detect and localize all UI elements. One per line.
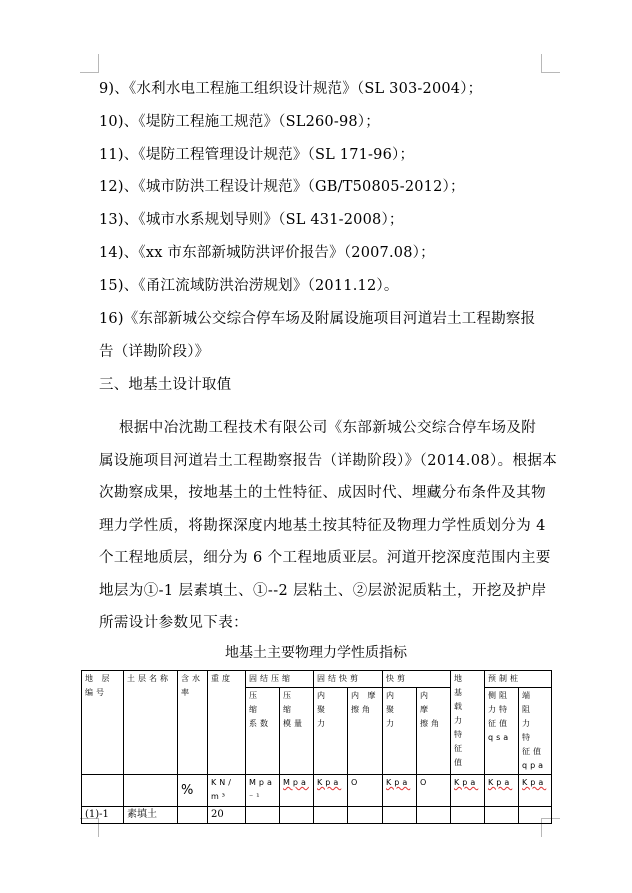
header-cohesion: 内 聚 力	[314, 688, 348, 775]
body-paragraph	[99, 412, 558, 640]
header-compression-modulus: 压 缩 模量	[280, 688, 314, 775]
header-end-resistance: 端 阻 力 特 征值 qpa	[519, 688, 552, 775]
header-precast-pile: 预制桩	[485, 671, 552, 688]
row-cell	[417, 807, 451, 824]
table-row	[82, 807, 552, 824]
reference-item: 9)、《水利水电工程施工组织设计规范》（SL 303-2004）；	[99, 81, 483, 97]
row-layer-no: (1)-1	[82, 807, 124, 824]
unit-friction-angle: O	[417, 775, 451, 807]
row-cell	[383, 807, 417, 824]
reference-item: 14)、《xx 市东部新城防洪评价报告》（2007.08）；	[99, 245, 435, 261]
row-cell	[246, 807, 280, 824]
row-cell	[485, 807, 519, 824]
paragraph-line: 个工程地质层，细分为 6 个工程地质亚层。河道开挖深度范围内主要	[99, 550, 551, 566]
paragraph-line: 根据中冶沈勘工程技术有限公司《东部新城公交综合停车场及附	[119, 420, 537, 436]
header-consolidation-compression: 固结压缩	[246, 671, 314, 688]
header-compression-coefficient: 压 缩 系数	[246, 688, 280, 775]
section-heading: 三、地基土设计取值	[99, 377, 232, 393]
row-soil-name: 素填土	[124, 807, 178, 824]
row-cell	[280, 807, 314, 824]
soil-properties-table	[81, 670, 552, 824]
header-consolidated-quick-shear: 固结快剪	[314, 671, 383, 688]
header-cohesion: 内 聚 力	[383, 688, 417, 775]
header-soil-name: 土层名称	[124, 671, 178, 775]
header-water-content: 含水率	[178, 671, 208, 775]
reference-item: 15)、《甬江流域防洪治涝规划》（2011.12）。	[99, 278, 399, 294]
unit-cell	[82, 775, 124, 807]
row-cell	[314, 807, 348, 824]
header-layer-no: 地 层编号	[82, 671, 124, 775]
row-cell	[451, 807, 485, 824]
crop-mark-top-left	[80, 54, 99, 73]
row-cell	[178, 807, 208, 824]
paragraph-line: 次勘察成果，按地基土的土性特征、成因时代、埋藏分布条件及其物	[99, 485, 546, 501]
reference-item-continued: 告（详勘阶段）》	[99, 344, 210, 360]
header-friction-angle: 内 摩 擦角	[348, 688, 383, 775]
reference-item: 13)、《城市水系规划导则》（SL 431-2008）；	[99, 212, 404, 228]
header-side-friction: 侧阻 力特 征值 qsa	[485, 688, 519, 775]
table-title: 地基土主要物理力学性质指标	[225, 645, 407, 661]
header-bearing-capacity: 地 基 载 力 特 征 值	[451, 671, 485, 775]
row-cell	[519, 807, 552, 824]
reference-item: 11)、《堤防工程管理设计规范》（SL 171-96）；	[99, 147, 415, 163]
crop-mark-top-right	[541, 54, 560, 73]
paragraph-line: 属设施项目河道岩土工程勘察报告（详勘阶段）》（2014.08）。根据本	[99, 452, 558, 469]
paragraph-line: 所需设计参数见下表：	[99, 615, 248, 631]
header-friction-angle: 内 摩 擦角	[417, 688, 451, 775]
header-density: 重度	[208, 671, 246, 775]
unit-friction-angle: O	[348, 775, 383, 807]
unit-side-friction: Kpa	[485, 775, 519, 807]
reference-item: 16)《东部新城公交综合停车场及附属设施项目河道岩土工程勘察报	[99, 311, 536, 327]
row-cell	[348, 807, 383, 824]
unit-density: KN/m³	[208, 775, 246, 807]
unit-compression-modulus: Mpa	[280, 775, 314, 807]
row-density: 20	[208, 807, 246, 824]
unit-cohesion: Kpa	[314, 775, 348, 807]
reference-item: 10)、《堤防工程施工规范》（SL260-98）；	[99, 114, 380, 130]
unit-end-resistance: Kpa	[519, 775, 552, 807]
paragraph-line: 地层为①-1 层素填土、①--2 层粘土、②层淤泥质粘土，开挖及护岸	[99, 582, 547, 599]
paragraph-line: 理力学性质，将勘探深度内地基土按其特征及物理力学性质划分为 4	[99, 517, 546, 534]
unit-bearing-capacity: Kpa	[451, 775, 485, 807]
unit-cell	[124, 775, 178, 807]
header-quick-shear: 快剪	[383, 671, 451, 688]
reference-item: 12)、《城市防洪工程设计规范》（GB/T50805-2012）；	[99, 179, 465, 195]
unit-cohesion: Kpa	[383, 775, 417, 807]
unit-water-content: %	[178, 775, 208, 807]
unit-compression-coefficient: Mpa⁻¹	[246, 775, 280, 807]
